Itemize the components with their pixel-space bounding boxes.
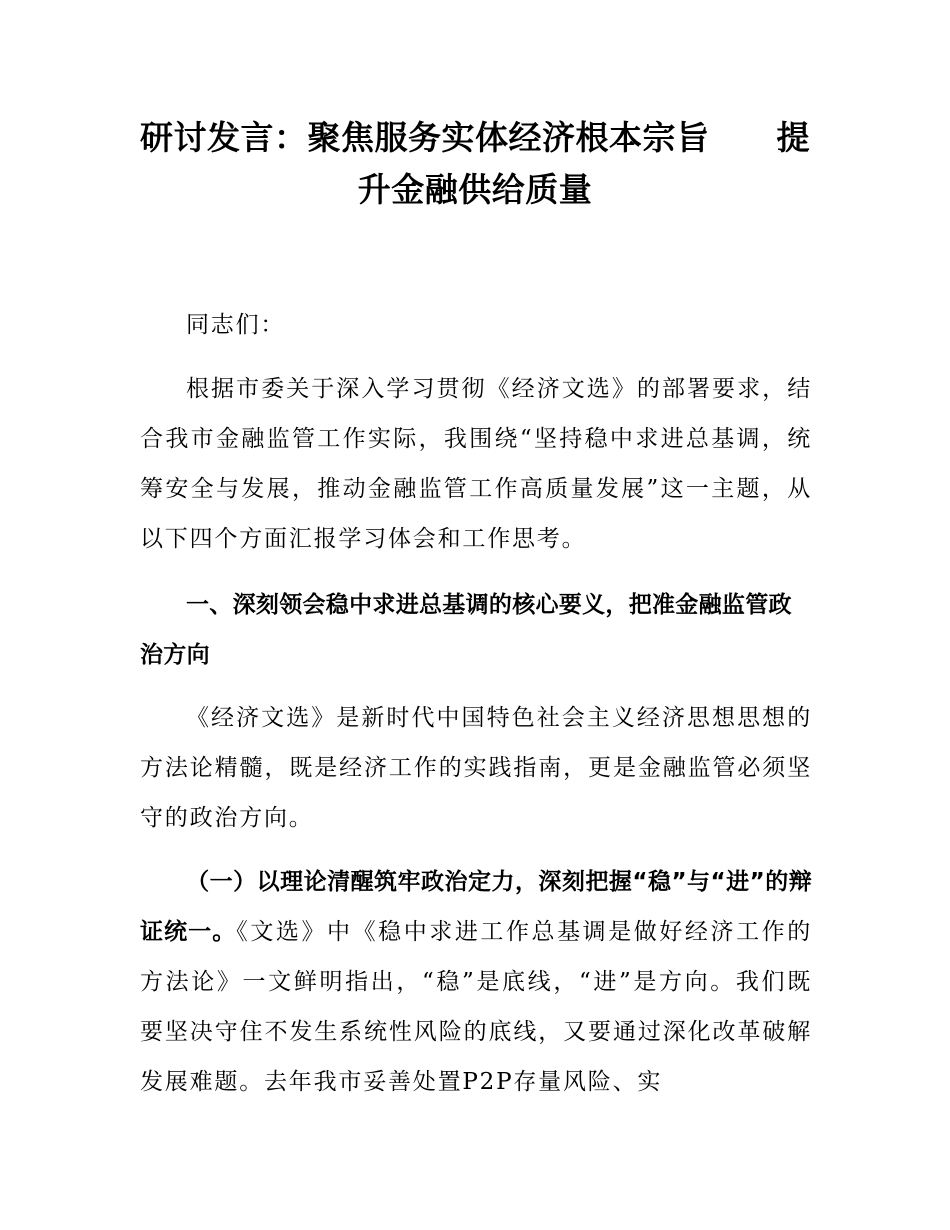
title-text-part-1: 研讨发言：聚焦服务实体经济根本宗旨 [140, 118, 710, 157]
title-line-2: 升金融供给质量 [357, 170, 593, 209]
subsection-1-paragraph [140, 857, 812, 1107]
salutation: 同志们： [186, 312, 286, 338]
section-1-heading: 一、深刻领会稳中求进总基调的核心要义，把准金融监管政治方向 [140, 592, 792, 668]
title-text-part-2: 提 [776, 118, 810, 157]
section-1-paragraph: 《经济文选》是新时代中国特色社会主义经济思想思想的方法论精髓，既是经济工作的实践指南，更是金融监管必须坚守的政治方向。 [140, 705, 812, 831]
subsection-1-body: 《文选》中《稳中求进工作总基调是做好经济工作的方法论》一文鲜明指出，“稳”是底线，“进”是方向。我们既要坚决守住不发生系统性风险的底线，又要通过深化改革破解发展难题。去年我市妥善处置P2P存量风险、实 [140, 919, 812, 1095]
document-title [140, 112, 810, 216]
intro-paragraph: 根据市委关于深入学习贯彻《经济文选》的部署要求，结合我市金融监管工作实际，我围绕“坚持稳中求进总基调，统筹安全与发展，推动金融监管工作高质量发展”这一主题，从以下四个方面汇报学习体会和工作思考。 [140, 376, 812, 552]
subsection-1-lead: （一）以理论清醒筑牢政治定力，深刻把握“稳”与“进”的辩证统一。 [140, 869, 812, 945]
title-line-1 [140, 112, 810, 164]
